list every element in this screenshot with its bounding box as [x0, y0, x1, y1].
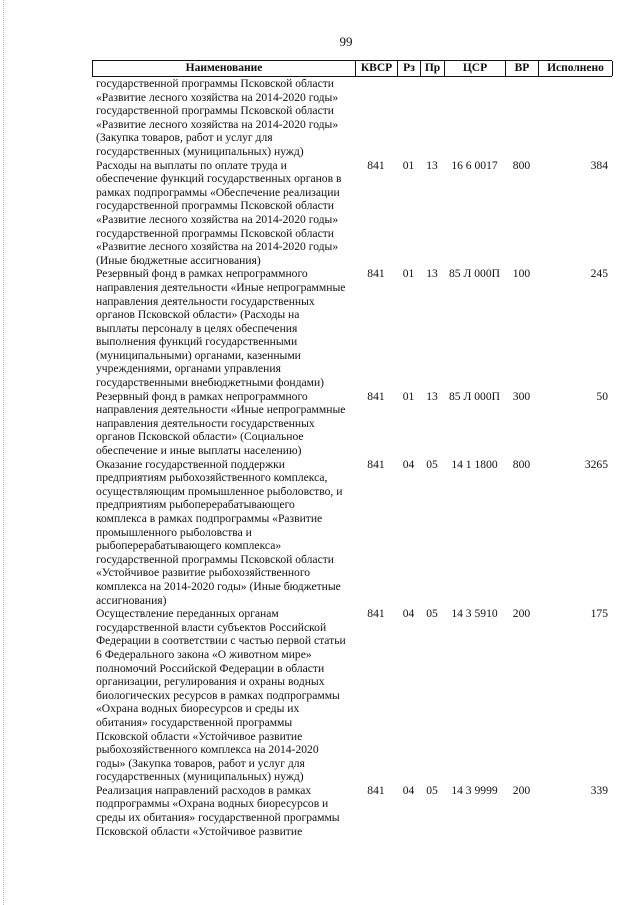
table-row	[92, 607, 612, 784]
row-name	[92, 159, 355, 268]
row-name-line: «Развитие лесного хозяйства на 2014-2020 годы»	[96, 117, 339, 131]
row-name-line: обеспечение функций государственных органов в	[96, 172, 342, 186]
table-row	[92, 390, 612, 458]
row-name-line: Расходы на выплаты по оплате труда и	[96, 158, 287, 172]
cell-executed: 175	[590, 607, 608, 621]
row-name-line: Федерации в соответствии с частью первой статьи	[96, 634, 346, 648]
row-name-line: учреждениями, органами управления	[96, 362, 281, 376]
row-name	[92, 458, 355, 608]
row-name-line: обитания» государственной программы	[96, 715, 293, 729]
cell-executed: 384	[590, 158, 608, 172]
row-name-line: выплаты персоналу в целях обеспечения	[96, 321, 298, 335]
cell-csr: 14 1 1800	[451, 457, 498, 471]
cell-vr	[505, 77, 538, 159]
cell-executed: 339	[590, 783, 608, 797]
cell-vr: 800	[512, 158, 531, 172]
row-name-line: «Охрана водных биоресурсов и среды их	[96, 702, 300, 716]
table-body	[92, 77, 612, 838]
row-name-line: направления деятельности государственных	[96, 294, 315, 308]
row-name-line: государственной власти субъектов Российской	[96, 620, 327, 634]
cell-executed: 50	[596, 389, 608, 403]
header-executed: Исполнено	[539, 61, 613, 76]
row-name-line: направления деятельности «Иные непрограммные	[96, 280, 346, 294]
table-row	[92, 458, 612, 608]
row-name-line: комплекса в рамках подпрограммы «Развитие	[96, 512, 323, 525]
row-name-line: органов Псковской области» (Социальное	[96, 430, 304, 444]
cell-rz: 01	[402, 158, 415, 172]
cell-csr: 14 3 5910	[451, 607, 498, 621]
cell-executed: 245	[590, 267, 608, 281]
row-name-line: государственных (муниципальных) нужд)	[96, 770, 304, 784]
cell-kvsr: 841	[367, 783, 385, 797]
cell-executed	[538, 77, 612, 159]
cell-csr: 85 Л 000П	[448, 389, 501, 403]
row-name-line: ассигнования)	[96, 593, 167, 607]
row-name-line: (муниципальными) органами, казенными	[96, 348, 301, 362]
row-name-line: государственных (муниципальных) нужд)	[96, 144, 304, 158]
row-name-line: комплекса на 2014-2020 годы» (Иные бюджетные	[96, 579, 341, 593]
row-name-line: среды их обитания» государственной программы	[96, 811, 340, 825]
row-name-line: направления деятельности государственных	[96, 416, 315, 430]
cell-rz: 01	[402, 267, 415, 281]
cell-csr: 14 3 9999	[451, 783, 498, 797]
row-name-line: осуществляющим промышленное рыболовство, и	[96, 484, 343, 498]
header-csr: ЦСР	[445, 61, 506, 76]
cell-csr	[444, 77, 505, 159]
row-name	[92, 607, 355, 784]
cell-pr	[420, 77, 444, 159]
row-name-line: государственной программы Псковской области	[96, 552, 334, 566]
row-name-line: промышленного рыболовства и	[96, 525, 252, 539]
cell-kvsr: 841	[367, 267, 385, 281]
row-name-line: государственной программы Псковской области	[96, 226, 334, 240]
row-name-line: государственной программы Псковской области	[96, 77, 334, 90]
table-row	[92, 267, 612, 389]
row-name-line: обеспечение и иные выплаты населению)	[96, 444, 302, 458]
cell-pr: 05	[426, 457, 438, 471]
cell-rz: 04	[402, 457, 415, 471]
row-name-line: биологических ресурсов в рамках подпрограммы	[96, 688, 340, 702]
row-name-line: организации, регулирования и охраны водных	[96, 675, 325, 689]
row-name-line: Псковской области «Устойчивое развитие	[96, 824, 303, 838]
row-name-line: предприятиям рыбохозяйственного комплекса,	[96, 471, 328, 485]
cell-vr: 300	[512, 389, 531, 403]
row-name-line: «Устойчивое развитие рыбохозяйственного	[96, 566, 311, 580]
row-name-line: государственной программы Псковской области	[96, 199, 334, 213]
row-name-line: выполнения функций государственными	[96, 335, 298, 349]
cell-vr: 200	[512, 783, 531, 797]
cell-pr: 13	[426, 158, 438, 172]
budget-table	[92, 60, 612, 838]
cell-csr: 85 Л 000П	[448, 267, 501, 281]
row-name-line: Резервный фонд в рамках непрограммного	[96, 389, 308, 403]
scan-edge	[3, 0, 4, 905]
row-name-line: Оказание государственной поддержки	[96, 457, 285, 471]
cell-rz: 04	[402, 783, 415, 797]
cell-csr: 16 6 0017	[451, 158, 498, 172]
page-number: 99	[339, 34, 353, 49]
row-name-line: Псковской области «Устойчивое развитие	[96, 729, 303, 743]
row-name	[92, 390, 355, 458]
row-name-line: «Развитие лесного хозяйства на 2014-2020 годы»	[96, 240, 339, 254]
table-row	[92, 784, 612, 838]
row-name-line: (Иные бюджетные ассигнования)	[96, 253, 261, 267]
cell-kvsr: 841	[367, 607, 385, 621]
header-rz: Рз	[398, 61, 421, 76]
row-name-line: подпрограммы «Охрана водных биоресурсов и	[96, 797, 329, 811]
header-vr: ВР	[506, 61, 539, 76]
row-name-line: «Развитие лесного хозяйства на 2014-2020 годы»	[96, 212, 339, 226]
cell-rz: 01	[402, 389, 415, 403]
row-name-line: «Развитие лесного хозяйства на 2014-2020 годы»	[96, 90, 339, 104]
table-row	[92, 77, 612, 159]
row-name-line: Осуществление переданных органам	[96, 607, 279, 621]
table-row	[92, 159, 612, 268]
row-name-line: полномочий Российской Федерации в области	[96, 661, 325, 675]
cell-vr: 800	[512, 457, 531, 471]
cell-rz	[397, 77, 420, 159]
row-name-line: годы» (Закупка товаров, работ и услуг для	[96, 756, 305, 770]
row-name-line: государственными внебюджетными фондами)	[96, 376, 325, 390]
cell-kvsr: 841	[367, 457, 385, 471]
cell-vr: 200	[512, 607, 531, 621]
row-name-line: органов Псковской области» (Расходы на	[96, 308, 300, 322]
cell-pr: 13	[426, 389, 438, 403]
row-name-line: 6 Федерального закона «О животном мире»	[96, 647, 312, 661]
cell-vr: 100	[512, 267, 531, 281]
row-name-line: Резервный фонд в рамках непрограммного	[96, 267, 308, 281]
table-header	[92, 60, 612, 77]
cell-pr: 05	[426, 607, 438, 621]
row-name	[92, 77, 355, 159]
row-name-line: предприятиям рыбоперерабатывающего	[96, 498, 295, 512]
header-kvsr: КВСР	[356, 61, 398, 76]
row-name	[92, 267, 355, 389]
header-pr: Пр	[421, 61, 445, 76]
row-name-line: государственной программы Псковской области	[96, 104, 334, 118]
row-name-line: рамках подпрограммы «Обеспечение реализации	[96, 185, 340, 199]
row-name-line: рыбохозяйственного комплекса на 2014-2020	[96, 743, 319, 757]
cell-pr: 13	[426, 267, 438, 281]
row-name	[92, 784, 355, 838]
cell-executed: 3265	[584, 457, 608, 471]
row-name-line: рыбоперерабатывающего комплекса»	[96, 539, 282, 553]
header-name: Наименование	[93, 61, 356, 76]
cell-rz: 04	[402, 607, 415, 621]
cell-kvsr: 841	[367, 158, 385, 172]
cell-pr: 05	[426, 783, 438, 797]
row-name-line: Реализация направлений расходов в рамках	[96, 783, 312, 797]
row-name-line: (Закупка товаров, работ и услуг для	[96, 131, 273, 145]
cell-kvsr: 841	[367, 389, 385, 403]
row-name-line: направления деятельности «Иные непрограммные	[96, 403, 346, 417]
cell-kvsr	[355, 77, 397, 159]
